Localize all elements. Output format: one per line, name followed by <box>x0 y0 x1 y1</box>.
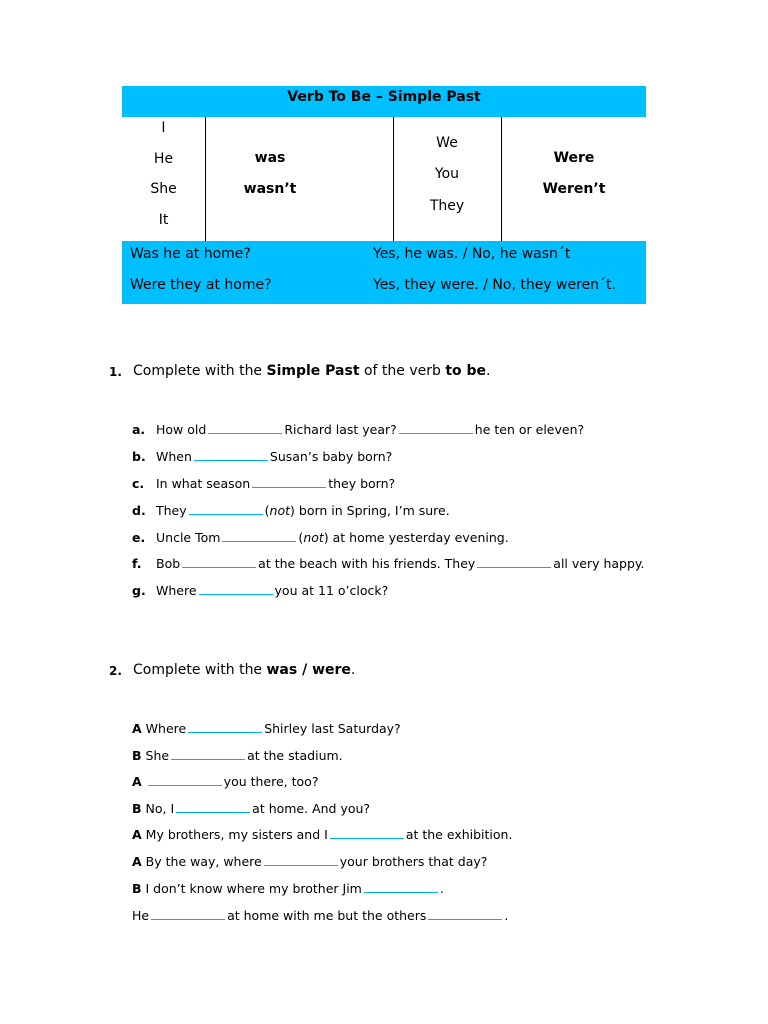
answer-blank[interactable] <box>222 529 296 542</box>
exercise-item: g. Where you at 11 o’clock? <box>132 583 389 598</box>
exercise-item: c. In what season they born? <box>132 476 396 491</box>
answer-blank[interactable] <box>176 800 250 813</box>
answer-blank[interactable] <box>264 853 338 866</box>
pronoun-they: They <box>429 198 465 214</box>
dialogue-line: B I don’t know where my brother Jim . <box>132 881 444 896</box>
grammar-table <box>122 86 646 304</box>
exercise-item: d. They (not) born in Spring, I’m sure. <box>132 503 450 518</box>
column-divider <box>501 117 502 241</box>
pronoun-i: I <box>161 120 166 136</box>
answer-blank[interactable] <box>199 582 273 595</box>
pronoun-he: He <box>153 151 174 167</box>
example-answer: Yes, they were. / No, they weren´t. <box>373 277 616 293</box>
pronoun-we: We <box>436 135 458 151</box>
column-divider <box>205 117 206 241</box>
table-title: Verb To Be – Simple Past <box>122 86 646 117</box>
answer-blank[interactable] <box>330 826 404 839</box>
answer-blank[interactable] <box>151 907 225 920</box>
exercise-item: f. Bob at the beach with his friends. They all very happy. <box>132 556 645 571</box>
dialogue-line: A Where Shirley last Saturday? <box>132 721 401 736</box>
form-werent: Weren’t <box>542 181 606 197</box>
answer-blank[interactable] <box>364 880 438 893</box>
answer-blank[interactable] <box>194 448 268 461</box>
table-examples <box>122 241 646 304</box>
form-wasnt: wasn’t <box>243 181 297 197</box>
pronoun-you: You <box>434 166 460 182</box>
answer-blank[interactable] <box>399 421 473 434</box>
form-were: Were <box>553 150 595 166</box>
answer-blank[interactable] <box>188 720 262 733</box>
answer-blank[interactable] <box>189 502 263 515</box>
example-question: Were they at home? <box>130 277 272 293</box>
dialogue-line: B No, I at home. And you? <box>132 801 371 816</box>
exercise-item: b. When Susan’s baby born? <box>132 449 393 464</box>
dialogue-line: He at home with me but the others . <box>132 908 509 923</box>
dialogue-line: B She at the stadium. <box>132 748 343 763</box>
dialogue-line: A you there, too? <box>132 774 319 789</box>
table-conjugation-body <box>122 117 646 241</box>
answer-blank[interactable] <box>428 907 502 920</box>
dialogue-line: A By the way, where your brothers that day? <box>132 854 488 869</box>
form-was: was <box>254 150 286 166</box>
exercise-number: 1. <box>109 365 122 379</box>
answer-blank[interactable] <box>208 421 282 434</box>
exercise-instruction: Complete with the Simple Past of the verb to be. <box>133 363 491 379</box>
answer-blank[interactable] <box>252 475 326 488</box>
exercise-number: 2. <box>109 664 122 678</box>
example-answer: Yes, he was. / No, he wasn´t <box>373 246 571 262</box>
exercise-item: a. How old Richard last year? he ten or eleven? <box>132 422 585 437</box>
answer-blank[interactable] <box>171 747 245 760</box>
answer-blank[interactable] <box>148 773 222 786</box>
exercise-item: e. Uncle Tom (not) at home yesterday evening. <box>132 530 509 545</box>
dialogue-line: A My brothers, my sisters and I at the exhibition. <box>132 827 513 842</box>
example-question: Was he at home? <box>130 246 251 262</box>
pronoun-she: She <box>150 181 177 197</box>
pronoun-it: It <box>158 212 169 228</box>
answer-blank[interactable] <box>182 555 256 568</box>
answer-blank[interactable] <box>477 555 551 568</box>
exercise-instruction: Complete with the was / were. <box>133 662 356 678</box>
